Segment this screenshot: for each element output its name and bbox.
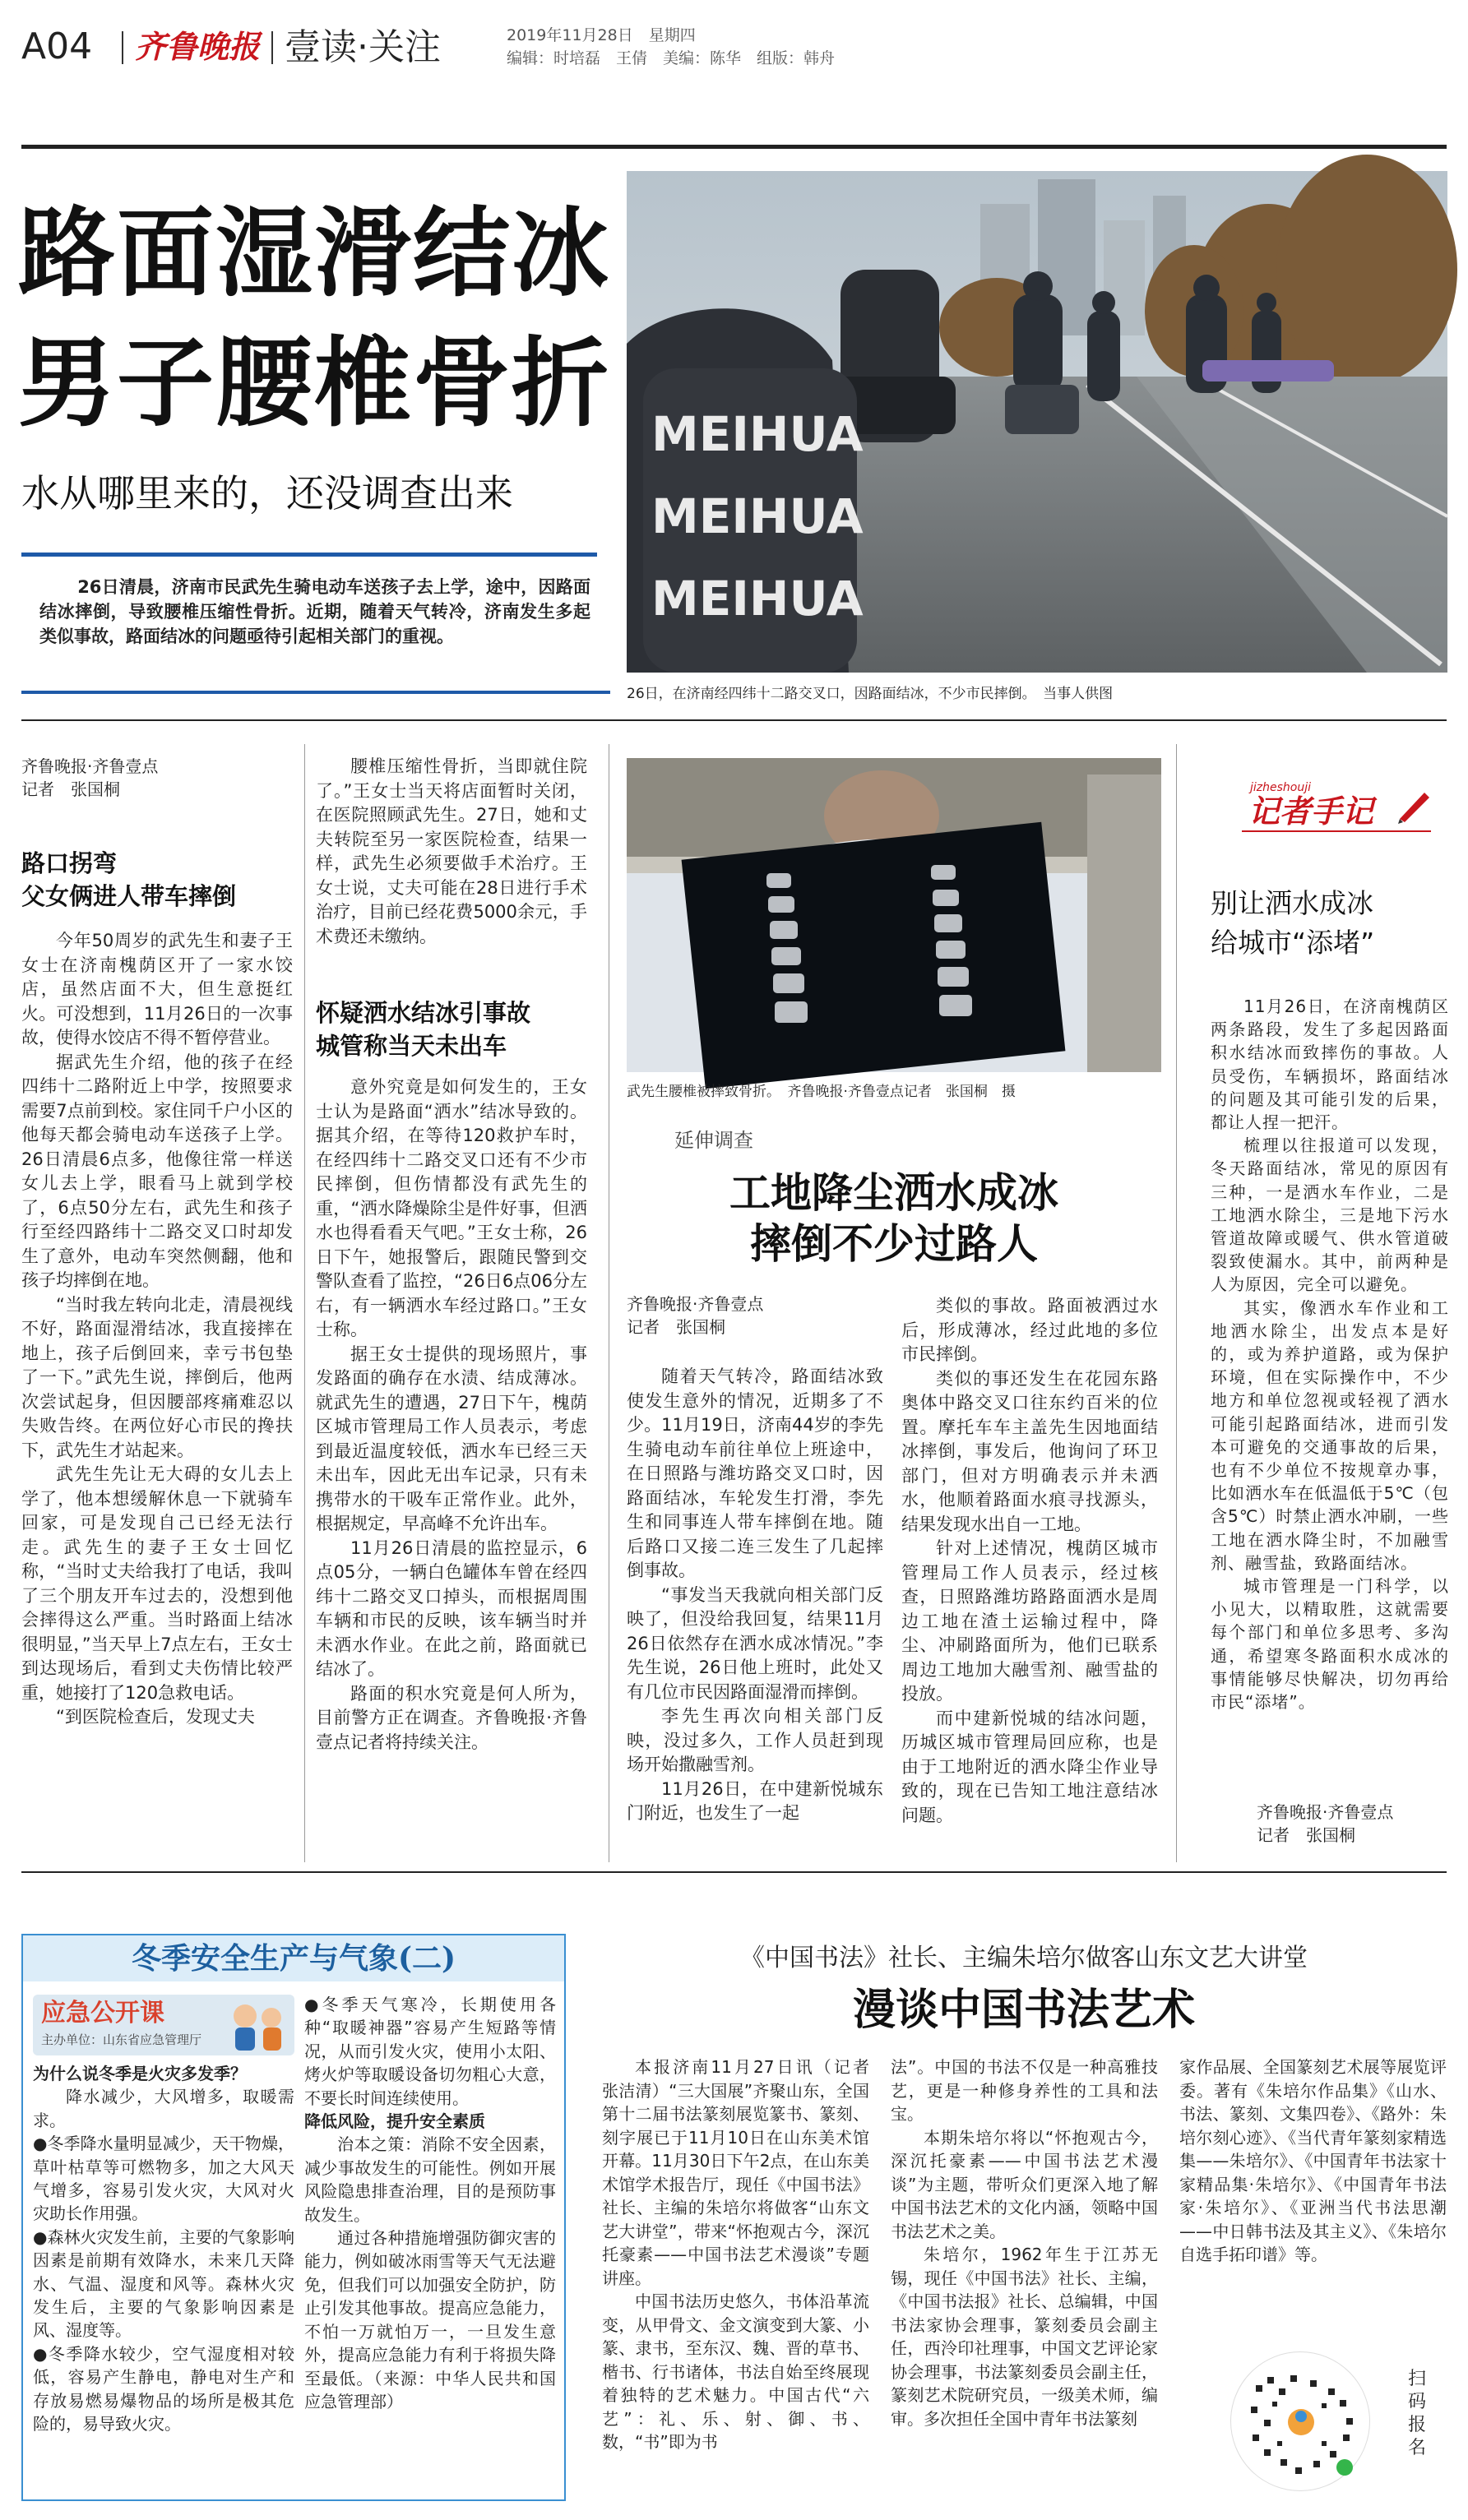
story2-headline-2: 摔倒不少过路人 [750, 1219, 1038, 1268]
weather-column-1: 为什么说冬季是火灾多发季？ 降水减少，大风增多，取暖需求。 ●冬季降水量明显减少，天干物燥，草叶枯草等可燃物多，加之大风天气增多，容易引发火灾，大风对火灾助长作用强。 ●森林火灾发生前，主要的气象影响因素是前期有效降水，未来几天降水、气温、湿度和风等。森林火灾发生后，主要的气象影响因素是风、湿度等。 ●冬季降水较少，空气湿度相对较低，容易产生静电，静电对生产和存放易燃易爆物品的场所是极其危险的，易导致火灾。 [33, 2064, 294, 2434]
story1-byline: 齐鲁晚报·齐鲁壹点 记者 张国桐 [21, 756, 159, 799]
story1-column-2a: 腰椎压缩性骨折，当即就住院了。”王女士当天将店面暂时关闭，在医院照顾武先生。27日，她和丈夫转院至另一家医院检查，结果一样，武先生必须要做手术治疗。王女士说，丈夫可能在28日进行手术治疗，目前已经花费5000余元，手术费还未缴纳。 [316, 756, 587, 946]
lead-photo-icy-road [627, 171, 1447, 673]
reporter-note-signature: 齐鲁晚报·齐鲁壹点 记者 张国桐 [1257, 1802, 1394, 1845]
jacket-print-2: MEIHUA [651, 488, 864, 544]
masthead [0, 0, 1468, 74]
reporter-note-body: 11月26日，在济南槐荫区两条路段，发生了多起因路面积水结冰而致摔伤的事故。人员受伤，车辆损坏，路面结冰的问题及其可能引发的后果，都让人捏一把汗。 梳理以往报道可以发现，冬天路面结冰，常见的原因有三种，一是洒水车作业，二是工地洒水除尘，三是地下污水管道故障或暖气、供水管道破裂致使漏水。其中，前两种是人为原因，完全可以避免。 其实，像洒水车作业和工地洒水除尘，出发点本是好的，或为养护道路，或为保护环境，但在实际操作中，不少地方和单位忽视或轻视了洒水可能引起路面结冰，进而引发本可避免的交通事故的后果，也有不少单位不按规章办事，比如洒水车在低温低于5℃（包含5℃）时禁止洒水冲刷，一些工地在洒水降尘时，不加融雪剂、融雪盐，致路面结冰。 城市管理是一门科学，以小见大，以精取胜，这就需要每个部门和单位多思考、多沟通，希望寒冬路面积水成冰的事情能够尽快解决，切勿再给市民“添堵”。 [1211, 996, 1449, 1713]
reporter-note-pinyin: jizheshouji [1250, 781, 1311, 794]
lead-subheadline: 水从哪里来的，还没调查出来 [21, 471, 513, 516]
story2-tag: 延伸调查 [674, 1129, 753, 1152]
story2-byline: 齐鲁晚报·齐鲁壹点 记者 张国桐 [627, 1294, 764, 1337]
qr-label: 扫码报名 [1408, 2369, 1427, 2458]
lead-headline-line2: 男子腰椎骨折 [18, 326, 611, 440]
newspaper-brand-logo: 齐鲁晚报 [135, 28, 261, 65]
lead-photo-caption: 26日，在济南经四纬十二路交叉口，因路面结冰，不少市民摔倒。 当事人供图 [627, 686, 1114, 702]
lead-summary-text: 26日清晨，济南市民武先生骑电动车送孩子去上学，途中，因路面结冰摔倒，导致腰椎压缩性骨折。近期，随着天气转冷，济南发生多起类似事故，路面结冰的问题亟待引起相关部门的重视。 [39, 577, 590, 646]
calligraphy-column-1: 本报济南11月27日讯（记者 张洁清）“三大国展”齐聚山东，全国第十二届书法篆刻展览篆书、篆刻、刻字展已于11月10日在山东美术馆开幕。11月30日下午2点，在山东美术馆学术报告厅，现任《中国书法》社长、主编的朱培尔将做客“山东文艺大讲堂”，带来“怀抱观古今，深沉托豪素——中国书法艺术漫谈”专题讲座。 中国书法历史悠久，书体沿革流变，从甲骨文、金文演变到大篆、小篆、隶书，至东汉、魏、晋的草书、楷书、行书诸体，书法自始至终展现着独特的艺术魅力。中国古代“六艺”：礼、乐、射、御、书、数，“书”即为书 [602, 2057, 886, 2452]
story1-column-2b: 意外究竟是如何发生的，王女士认为是路面“洒水”结冰导致的。据其介绍，在等待120救护车时，在经四纬十二路交叉口还有不少市民摔倒，但伤情都没有武先生的重，“洒水降燥除尘是件好事，但洒水也得看看天气吧。”王女士称，26日下午，她报警后，跟随民警到交警队查看了监控，“26日6点06分左右，有一辆洒水车经过路口。”王女士称。 据王女士提供的现场照片，事发路面的确存在水渍、结成薄冰。就武先生的遭遇，27日下午，槐荫区城市管理局工作人员表示，考虑到最近温度较低，洒水车已经三天未出车，因此无出车记录，只有未携带水的干吸车正常作业。此外，根据规定，早高峰不允许出车。 11月26日清晨的监控显示，6点05分，一辆白色罐体车曾在经四纬十二路交叉口掉头，而根据周围车辆和市民的反映，该车辆当时并未洒水作业。在此之前，路面就已结冰了。 路面的积水究竟是何人所为，目前警方正在调查。齐鲁晚报·齐鲁壹点记者将持续关注。 [316, 1077, 587, 1752]
story1-subhead-1: 路口拐弯 父女俩进人带车摔倒 [21, 849, 237, 910]
lead-summary-box [21, 553, 597, 692]
section-name: 壹读·关注 [285, 26, 441, 68]
header-rule [21, 145, 1447, 149]
calligraphy-column-3: 家作品展、全国篆刻艺术展等展览评委。著有《朱培尔作品集》《山水、书法、篆刻、文集四卷》、《路外：朱培尔刻心迹》、《当代青年篆刻家精选集——朱培尔》、《中国青年书法家十家精品集·朱培尔》、《中国青年书法家·朱培尔》、《亚洲当代书法思潮——中日韩书法及其主义》、《朱培尔自选手拓印谱》等。 [1179, 2057, 1447, 2264]
story2-column-1: 随着天气转冷，路面结冰致使发生意外的情况，近期多了不少。11月19日，济南44岁的李先生骑电动车前往单位上班途中，在日照路与潍坊路交叉口时，因路面结冰，车轮发生打滑，李先生和同事连人带车摔倒在地。随后路口又接二连三发生了几起摔倒事故。 “事发当天我就向相关部门反映了，但没给我回复，结果11月26日依然存在洒水成冰情况。”李先生说，26日他上班时，此处又有几位市民因路面湿滑而摔倒。 李先生再次向相关部门反映，没过多久，工作人员赶到现场开始撒融雪剂。 11月26日，在中建新悦城东门附近，也发生了一起 [627, 1366, 883, 1823]
calligraphy-headline: 漫谈中国书法艺术 [852, 1985, 1195, 2035]
calligraphy-column-2: 法”。中国的书法不仅是一种高雅技艺，更是一种修身养性的工具和法宝。 本期朱培尔将以“怀抱观古今，深沉托豪素——中国书法艺术漫谈”为主题，带听众们更深入地了解中国书法艺术的文化内涵，领略中国书法艺术之美。 朱培尔，1962年生于江苏无锡，现任《中国书法》社长、主编，《中国书法报》社长、总编辑，中国书法家协会理事，篆刻委员会副主任，西泠印社理事，中国文艺评论家协会理事，书法篆刻委员会副主任，篆刻艺术院研究员，一级美术师，编审。多次担任全国中青年书法篆刻 [891, 2057, 1158, 2429]
editor-credits: 编辑：时培磊 王倩 美编：陈华 组版：韩舟 [507, 49, 836, 67]
story2-column-2: 类似的事故。路面被洒过水后，形成薄冰，经过此地的多位市民摔倒。 类似的事还发生在花园东路奥体中路交叉口往东约百米的位置。摩托车车主盖先生因地面结冰摔倒，事发后，他询问了环卫部门，但对方明确表示并未洒水，他顺着路面水痕寻找源头，结果发现水出自一工地。 针对上述情况，槐荫区城市管理局工作人员表示，经过核查，日照路潍坊路路面洒水是周边工地在渣土运输过程中，降尘、冲刷路面所为，他们已联系周边工地加大融雪剂、融雪盐的投放。 而中建新悦城的结冰问题，历城区城市管理局回应称，也是由于工地附近的洒水降尘作业导致的，现在已告知工地注意结冰问题。 [901, 1296, 1158, 1825]
pen-icon [1395, 786, 1433, 824]
weather-safety-box [21, 1934, 566, 2501]
hospital-xray-photo [627, 758, 1161, 1072]
emergency-class-badge-title: 应急公开课 [41, 1999, 164, 2028]
lead-headline-line1: 路面湿滑结冰 [18, 196, 611, 310]
reporter-note-headline: 别让洒水成冰 给城市“添堵” [1211, 887, 1375, 959]
reporter-note-title-logo: 记者手记 [1248, 793, 1374, 830]
jacket-print-3: MEIHUA [651, 571, 864, 627]
emergency-class-badge-sub: 主办单位：山东省应急管理厅 [41, 2032, 202, 2047]
hospital-photo-caption: 武先生腰椎被摔致骨折。 齐鲁晚报·齐鲁壹点记者 张国桐 摄 [627, 1084, 1016, 1100]
story2-headline-1: 工地降尘洒水成冰 [729, 1168, 1058, 1217]
weather-safety-title: 冬季安全生产与气象(二) [23, 1935, 564, 1981]
cartoon-figure-icon [227, 2000, 288, 2052]
issue-date: 2019年11月28日 星期四 [507, 26, 696, 44]
page-number: A04 [21, 25, 93, 67]
reporter-note-logo [1242, 781, 1439, 839]
story1-subhead-2: 怀疑洒水结冰引事故 城管称当天未出车 [316, 999, 531, 1060]
emergency-class-badge [33, 1995, 294, 2055]
registration-qr-code[interactable] [1230, 2351, 1370, 2491]
calligraphy-kicker: 《中国书法》社长、主编朱培尔做客山东文艺大讲堂 [740, 1944, 1308, 1972]
weather-column-2: ●冬季天气寒冷，长期使用各种“取暖神器”容易产生短路等情况，从而引发火灾，使用小太阳、烤火炉等取暖设备切勿粗心大意，不要长时间连续使用。 降低风险，提升安全素质 治本之策：消除不安全因素，减少事故发生的可能性。例如开展风险隐患排查治理，目的是预防事故发生。 通过各种措施增强防御灾害的能力，例如破冰雨雪等天气无法避免，但我们可以加强安全防护，防止引发其他事故。提高应急能力，不怕一万就怕万一，一旦发生意外，提高应急能力有利于将损失降至最低。（来源：中华人民共和国应急管理部） [304, 1995, 556, 2411]
story1-column-1: 今年50周岁的武先生和妻子王女士在济南槐荫区开了一家水饺店，虽然店面不大，但生意挺红火。可没想到，11月26日的一次事故，使得水饺店不得不暂停营业。 据武先生介绍，他的孩子在经四纬十二路附近上中学，按照要求需要7点前到校。家住同千户小区的他每天都会骑电动车送孩子上学。26日清晨6点多，他像往常一样送女儿去上学，眼看马上就到学校了，6点50分左右，武先生和孩子行至经四路纬十二路交叉口时却发生了意外，电动车突然侧翻，他和孩子均摔倒在地。 “当时我左转向北走，清晨视线不好，路面湿滑结冰，我直接摔在地上，孩子后倒回来，幸亏书包垫了一下。”武先生说，摔倒后，他两次尝试起身，但因腰部疼痛难忍以失败告终。在两位好心市民的搀扶下，武先生才站起来。 武先生先让无大碍的女儿去上学了，他本想缓解休息一下就骑车回家，可是发现自己已经无法行走。武先生的妻子王女士回忆称，“当时丈夫给我打了电话，我叫了三个朋友开车过去的，没想到他会摔得这么严重。当时路面上结冰很明显，”当天早上7点左右，王女士到达现场后，看到丈夫伤情比较严重，她接打了120急救电话。 “到医院检查后，发现丈夫 [21, 931, 293, 1727]
jacket-print-1: MEIHUA [651, 406, 864, 462]
